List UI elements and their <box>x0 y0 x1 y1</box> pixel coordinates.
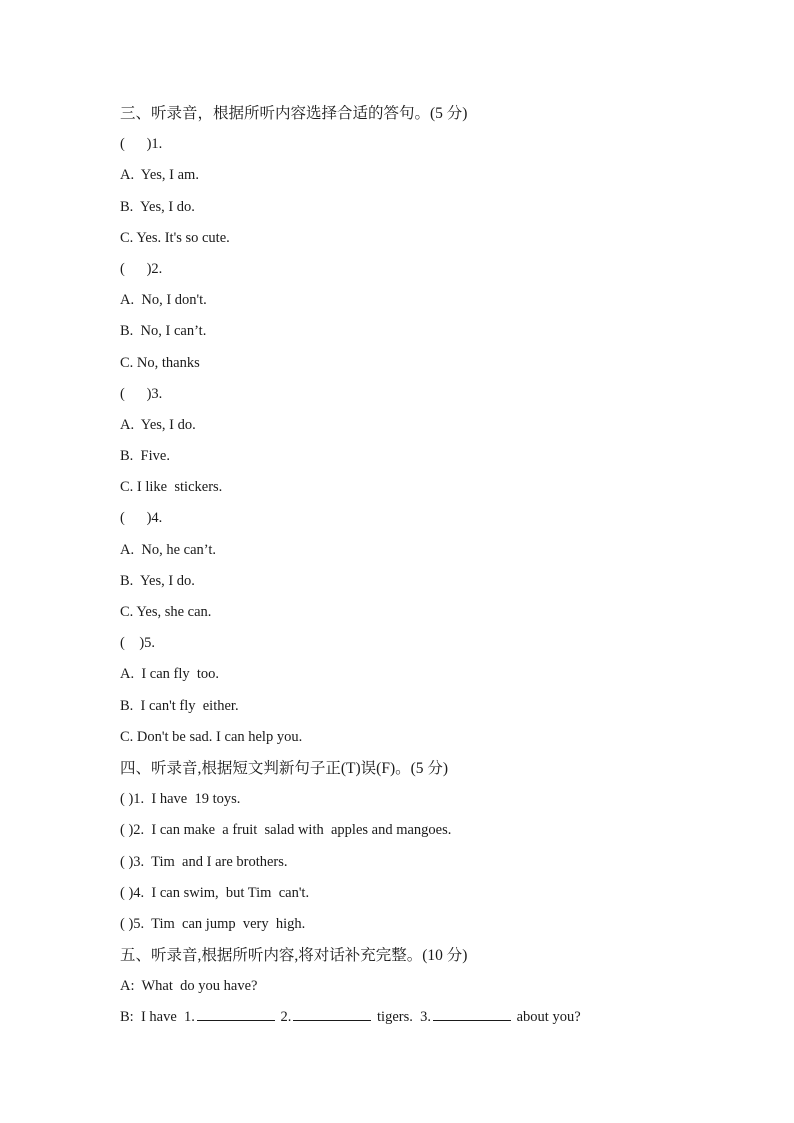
worksheet-page <box>120 98 720 1034</box>
option-b: B. No, I can’t. <box>120 323 207 340</box>
dialogue-line-a: A: What do you have? <box>120 978 258 995</box>
answer-blank-3[interactable] <box>433 1006 511 1021</box>
option-b: B. Five. <box>120 448 170 465</box>
section4-heading: 四、听录音,根据短文判新句子正(T)误(F)。(5 分) <box>120 759 449 777</box>
true-false-item: ( )4. I can swim, but Tim can't. <box>120 884 310 901</box>
option-c: C. Yes. It's so cute. <box>120 229 230 246</box>
answer-blank-1[interactable] <box>197 1006 275 1021</box>
question-number: ( )4. <box>120 510 163 527</box>
question-number: ( )2. <box>120 260 163 277</box>
option-b: B. Yes, I do. <box>120 572 195 589</box>
section3-question-1 <box>120 129 720 254</box>
true-false-item: ( )1. I have 19 toys. <box>120 791 241 808</box>
option-c: C. Don't be sad. I can help you. <box>120 728 303 745</box>
dialogue-b-part2: 2. <box>276 1009 292 1026</box>
section3-question-5 <box>120 628 720 753</box>
true-false-item: ( )3. Tim and I are brothers. <box>120 853 288 870</box>
section5-heading: 五、听录音,根据所听内容,将对话补充完整。(10 分) <box>120 947 468 965</box>
option-b: B. I can't fly either. <box>120 697 239 714</box>
section3-heading: 三、听录音，根据所听内容选择合适的答句。(5 分) <box>120 105 468 122</box>
option-a: A. Yes, I do. <box>120 416 196 433</box>
section3-question-2 <box>120 254 720 379</box>
dialogue-line-b <box>120 1002 720 1033</box>
answer-blank-2[interactable] <box>293 1006 371 1021</box>
section3-question-3 <box>120 379 720 504</box>
option-a: A. No, he can’t. <box>120 541 216 558</box>
question-number: ( )1. <box>120 136 163 153</box>
question-number: ( )3. <box>120 385 163 402</box>
question-number: ( )5. <box>120 635 156 652</box>
true-false-item: ( )2. I can make a fruit salad with apples and mangoes. <box>120 822 452 839</box>
section3-question-4 <box>120 503 720 628</box>
option-c: C. No, thanks <box>120 354 200 371</box>
option-b: B. Yes, I do. <box>120 198 195 215</box>
option-a: A. Yes, I am. <box>120 167 199 184</box>
option-a: A. No, I don't. <box>120 292 207 309</box>
option-c: C. Yes, she can. <box>120 604 212 620</box>
dialogue-b-prefix: B: I have 1. <box>120 1009 195 1026</box>
dialogue-b-suffix: about you? <box>513 1009 581 1026</box>
dialogue-b-part3: tigers. 3. <box>373 1009 431 1026</box>
true-false-item: ( )5. Tim can jump very high. <box>120 915 306 932</box>
option-c: C. I like stickers. <box>120 479 223 496</box>
option-a: A. I can fly too. <box>120 666 220 683</box>
